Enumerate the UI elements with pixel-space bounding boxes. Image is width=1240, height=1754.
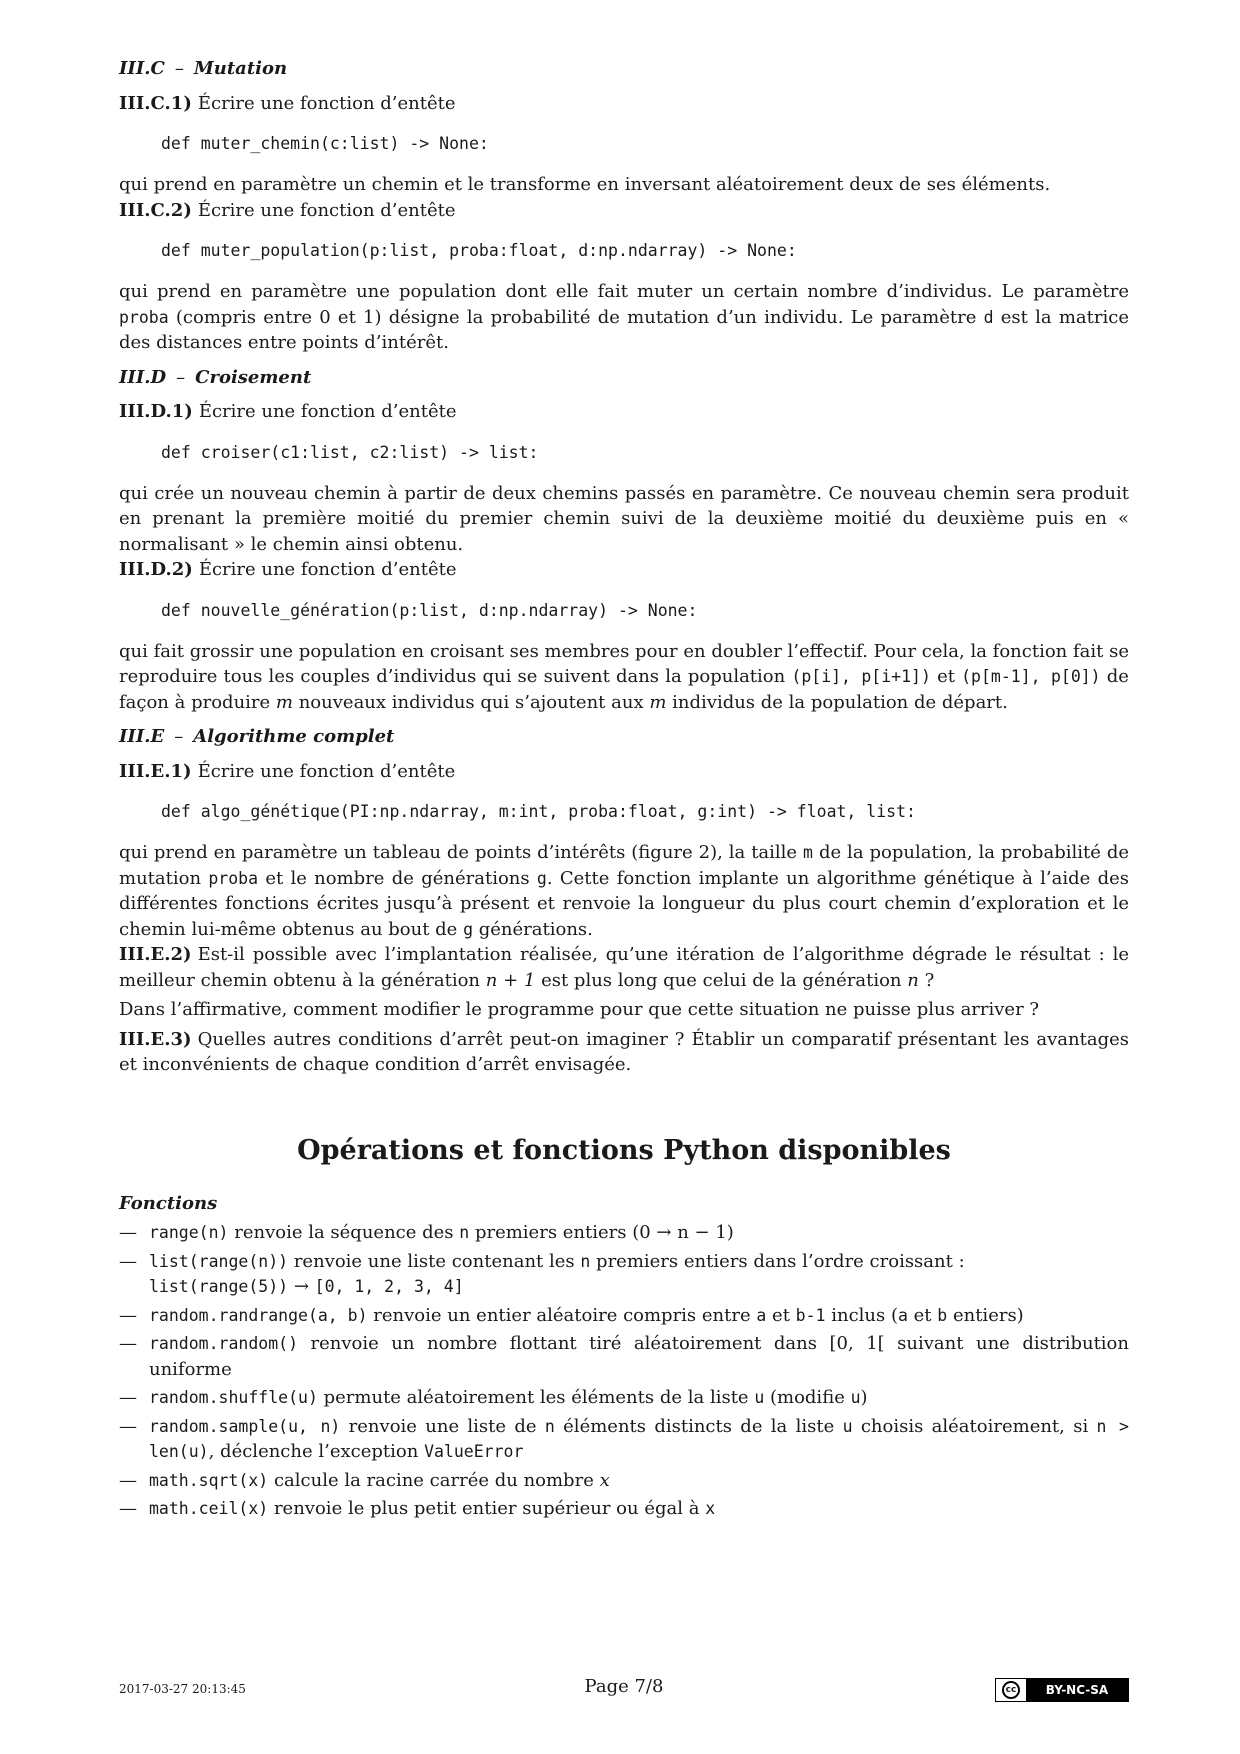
list-item: — list(range(n)) renvoie une liste contenant les n premiers entiers dans l’ordre croissant : list(range(5)) → [0, 1, 2, 3, 4] (119, 1250, 965, 1297)
code-nouvelle-generation: def nouvelle_génération(p:list, d:np.ndarray) -> None: (161, 600, 698, 620)
section-heading-III-E: III.E – Algorithme complet (119, 726, 395, 747)
list-item: — random.randrange(a, b) renvoie un entier aléatoire compris entre a et b-1 inclus (a et b entiers) (119, 1304, 1024, 1326)
section-heading-III-D: III.D – Croisement (119, 366, 312, 388)
cc-icon: cc (996, 1679, 1026, 1701)
license-text: BY-NC-SA (1026, 1679, 1128, 1701)
annex-subtitle: Fonctions (119, 1192, 218, 1214)
code-muter-chemin: def muter_chemin(c:list) -> None: (161, 134, 489, 153)
code-algo-genetique: def algo_génétique(PI:np.ndarray, m:int, proba:float, g:int) -> float, list: (161, 802, 916, 821)
question-III-C-1: III.C.1) Écrire une fonction d’entête (119, 92, 456, 114)
question-III-E-1: III.E.1) Écrire une fonction d’entête (119, 760, 456, 782)
desc-III-E-1: qui prend en paramètre un tableau de points d’intérêts (figure 2), la taille m de la population, la probabilité de mutation proba et le nombre de générations g. Cette fonction implante un algorithme génétique à l’aide des différentes fonctions écrites jusqu’à présent et renvoie la longueur du plus court chemin d’exploration et le chemin lui-même obtenus au bout de g générations. (119, 842, 1130, 940)
list-item: — random.shuffle(u) permute aléatoirement les éléments de la liste u (modifie u) (119, 1387, 868, 1408)
question-III-E-2-followup: Dans l’affirmative, comment modifier le programme pour que cette situation ne puisse plus arriver ? (119, 999, 1040, 1020)
question-III-E-2: III.E.2) Est-il possible avec l’implantation réalisée, qu’une itération de l’algorithme dégrade le résultat : le meilleur chemin obtenu à la génération n + 1 est plus long que celui de la génération n ? (119, 944, 1129, 991)
list-item: — math.sqrt(x) calcule la racine carrée du nombre x (119, 1469, 610, 1491)
function-list (119, 1220, 1129, 1522)
question-III-D-2: III.D.2) Écrire une fonction d’entête (119, 559, 457, 580)
list-item: — random.sample(u, n) renvoie une liste de n éléments distincts de la liste u choisis aléatoirement, si n > len(u), déclenche l’exception ValueError (119, 1415, 1129, 1462)
annex-title: Opérations et fonctions Python disponibles (297, 1134, 951, 1166)
footer-date: 2017-03-27 20:13:45 (119, 1682, 246, 1696)
page-footer (119, 1676, 1129, 1704)
license-badge (995, 1678, 1129, 1702)
document-page (119, 56, 1129, 1525)
question-III-D-1: III.D.1) Écrire une fonction d’entête (119, 401, 457, 422)
question-III-C-2: III.C.2) Écrire une fonction d’entête (119, 199, 456, 221)
question-III-E-3: III.E.3) Quelles autres conditions d’arrêt peut-on imaginer ? Établir un comparatif présentant les avantages et inconvénients de chaque condition d’arrêt envisagée. (119, 1028, 1129, 1075)
page-number: Page 7/8 (584, 1676, 664, 1697)
desc-III-C-1: qui prend en paramètre un chemin et le transforme en inversant aléatoirement deux de ses éléments. (119, 174, 1051, 195)
list-item: — range(n) renvoie la séquence des n premiers entiers (0 → n − 1) (119, 1222, 734, 1243)
list-item: — random.random() renvoie un nombre flottant tiré aléatoirement dans [0, 1[ suivant une distribution uniforme (119, 1333, 1129, 1380)
desc-III-C-2: qui prend en paramètre une population dont elle fait muter un certain nombre d’individus. Le paramètre proba (compris entre 0 et 1) désigne la probabilité de mutation d’un individu. Le paramètre d est la matrice des distances entre points d’intérêt. (119, 281, 1129, 353)
code-muter-population: def muter_population(p:list, proba:float, d:np.ndarray) -> None: (161, 241, 797, 260)
code-croiser: def croiser(c1:list, c2:list) -> list: (161, 442, 539, 462)
section-heading-III-C: III.C – Mutation (119, 58, 288, 79)
desc-III-D-1: qui crée un nouveau chemin à partir de deux chemins passés en paramètre. Ce nouveau chemin sera produit en prenant la première moitié du premier chemin suivi de la deuxième moitié du deuxième puis en « normalisant » le chemin ainsi obtenu. (119, 482, 1129, 555)
list-item: — math.ceil(x) renvoie le plus petit entier supérieur ou égal à x (119, 1498, 716, 1519)
desc-III-D-2: qui fait grossir une population en croisant ses membres pour en doubler l’effectif. Pour cela, la fonction fait se reproduire tous les couples d’individus qui se suivent dans la population (p[i], p[i+1]) et (p[m-1], p[0]) de façon à produire m nouveaux individus qui s’ajoutent aux m individus de la population de départ. (119, 640, 1129, 713)
